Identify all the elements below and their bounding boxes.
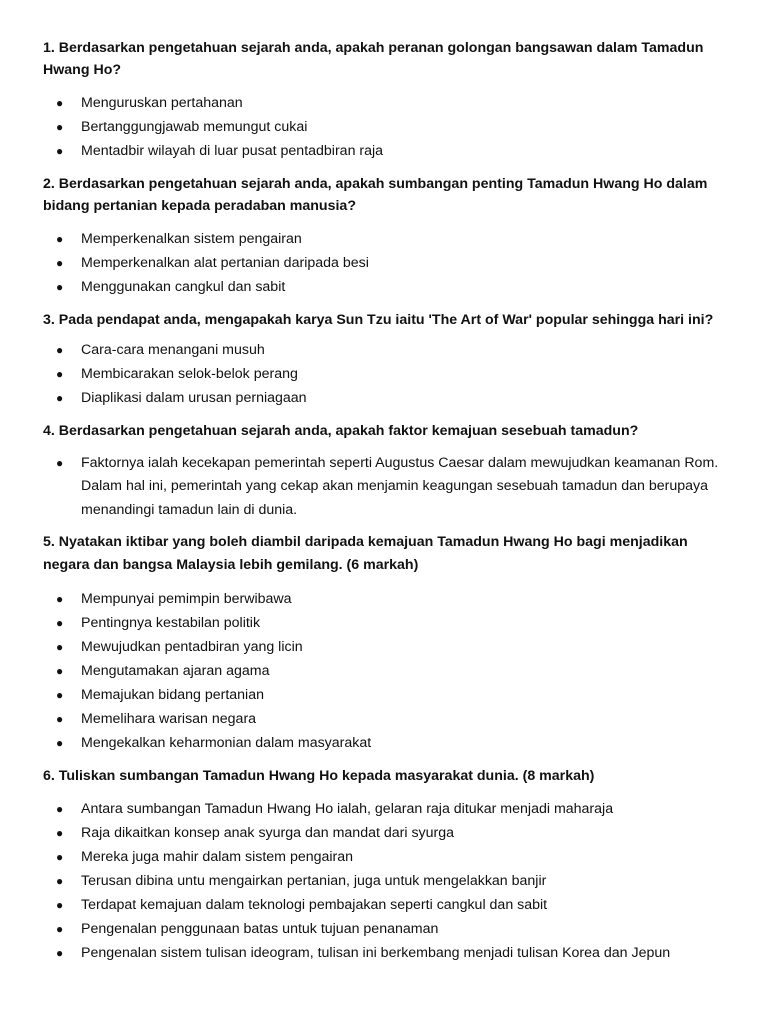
bullet-icon: ●	[56, 144, 64, 158]
bullet-icon: ●	[56, 391, 64, 405]
answer-list-2	[43, 227, 733, 299]
bullet-icon: ●	[56, 825, 64, 840]
bullet-icon: ●	[56, 801, 64, 816]
document-body	[43, 37, 733, 965]
bullet-icon: ●	[56, 639, 64, 654]
bullet-icon: ●	[56, 256, 64, 270]
answer-list-1	[43, 91, 733, 163]
bullet-icon: ●	[56, 120, 64, 134]
list-item: ● Bertanggungjawab memungut cukai	[43, 115, 733, 139]
bullet-icon: ●	[56, 849, 64, 864]
bullet-icon: ●	[56, 897, 64, 912]
answer-list-6	[43, 797, 733, 965]
bullet-icon: ●	[56, 615, 64, 630]
bullet-icon: ●	[56, 343, 64, 357]
question-2: 2. Berdasarkan pengetahuan sejarah anda, apakah sumbangan penting Tamadun Hwang Ho dalam bidang pertanian kepada peradaban manusia?	[43, 176, 708, 214]
question-5: 5. Nyatakan iktibar yang boleh diambil daripada kemajuan Tamadun Hwang Ho bagi menjadikan negara dan bangsa Malaysia lebih gemilang. (6 markah)	[43, 533, 688, 573]
list-item: ● Antara sumbangan Tamadun Hwang Ho ialah, gelaran raja ditukar menjadi maharaja	[43, 797, 733, 821]
list-item: ● Pengenalan sistem tulisan ideogram, tulisan ini berkembang menjadi tulisan Korea dan Jepun	[43, 941, 733, 965]
list-item: ● Mentadbir wilayah di luar pusat pentadbiran raja	[43, 139, 733, 163]
list-item: ● Mengutamakan ajaran agama	[43, 659, 733, 683]
question-3: 3. Pada pendapat anda, mengapakah karya Sun Tzu iaitu 'The Art of War' popular sehingga hari ini?	[43, 312, 714, 328]
list-item: ● Menguruskan pertahanan	[43, 91, 733, 115]
bullet-icon: ●	[56, 687, 64, 702]
bullet-icon: ●	[56, 232, 64, 246]
list-item: ● Pentingnya kestabilan politik	[43, 611, 733, 635]
list-item: ● Membicarakan selok-belok perang	[43, 362, 733, 386]
list-item: ● Terusan dibina untu mengairkan pertanian, juga untuk mengelakkan banjir	[43, 869, 733, 893]
list-item: ● Mereka juga mahir dalam sistem pengairan	[43, 845, 733, 869]
bullet-icon: ●	[56, 735, 64, 750]
bullet-icon: ●	[56, 945, 64, 960]
list-item: ● Memajukan bidang pertanian	[43, 683, 733, 707]
bullet-icon: ●	[56, 96, 64, 110]
list-item: ● Memelihara warisan negara	[43, 707, 733, 731]
bullet-icon: ●	[56, 711, 64, 726]
bullet-icon: ●	[56, 873, 64, 888]
list-item: ● Raja dikaitkan konsep anak syurga dan mandat dari syurga	[43, 821, 733, 845]
answer-list-4	[43, 452, 733, 522]
list-item: ● Pengenalan penggunaan batas untuk tujuan penanaman	[43, 917, 733, 941]
list-item: ● Memperkenalkan sistem pengairan	[43, 227, 733, 251]
bullet-icon: ●	[56, 591, 64, 606]
list-item: ● Diaplikasi dalam urusan perniagaan	[43, 386, 733, 410]
list-item: ● Mengekalkan keharmonian dalam masyarakat	[43, 731, 733, 755]
list-item: ● Mewujudkan pentadbiran yang licin	[43, 635, 733, 659]
list-item: ● Faktornya ialah kecekapan pemerintah seperti Augustus Caesar dalam mewujudkan keamanan Rom. Dalam hal ini, pemerintah yang cekap akan menjamin keagungan sesebuah tamadun dan berupaya menandingi tamadun lain di dunia.	[43, 452, 733, 522]
bullet-icon: ●	[56, 367, 64, 381]
bullet-icon: ●	[56, 921, 64, 936]
list-item: ● Terdapat kemajuan dalam teknologi pembajakan seperti cangkul dan sabit	[43, 893, 733, 917]
list-item: ● Mempunyai pemimpin berwibawa	[43, 587, 733, 611]
question-4: 4. Berdasarkan pengetahuan sejarah anda, apakah faktor kemajuan sesebuah tamadun?	[43, 423, 639, 439]
answer-list-5	[43, 587, 733, 755]
list-item: ● Cara-cara menangani musuh	[43, 338, 733, 362]
answer-list-3	[43, 338, 733, 410]
bullet-icon: ●	[56, 663, 64, 678]
bullet-icon: ●	[56, 280, 64, 294]
question-6: 6. Tuliskan sumbangan Tamadun Hwang Ho kepada masyarakat dunia. (8 markah)	[43, 767, 595, 784]
question-1: 1. Berdasarkan pengetahuan sejarah anda, apakah peranan golongan bangsawan dalam Tamadun Hwang Ho?	[43, 40, 704, 78]
bullet-icon: ●	[56, 456, 64, 470]
list-item: ● Memperkenalkan alat pertanian daripada besi	[43, 251, 733, 275]
list-item: ● Menggunakan cangkul dan sabit	[43, 275, 733, 299]
